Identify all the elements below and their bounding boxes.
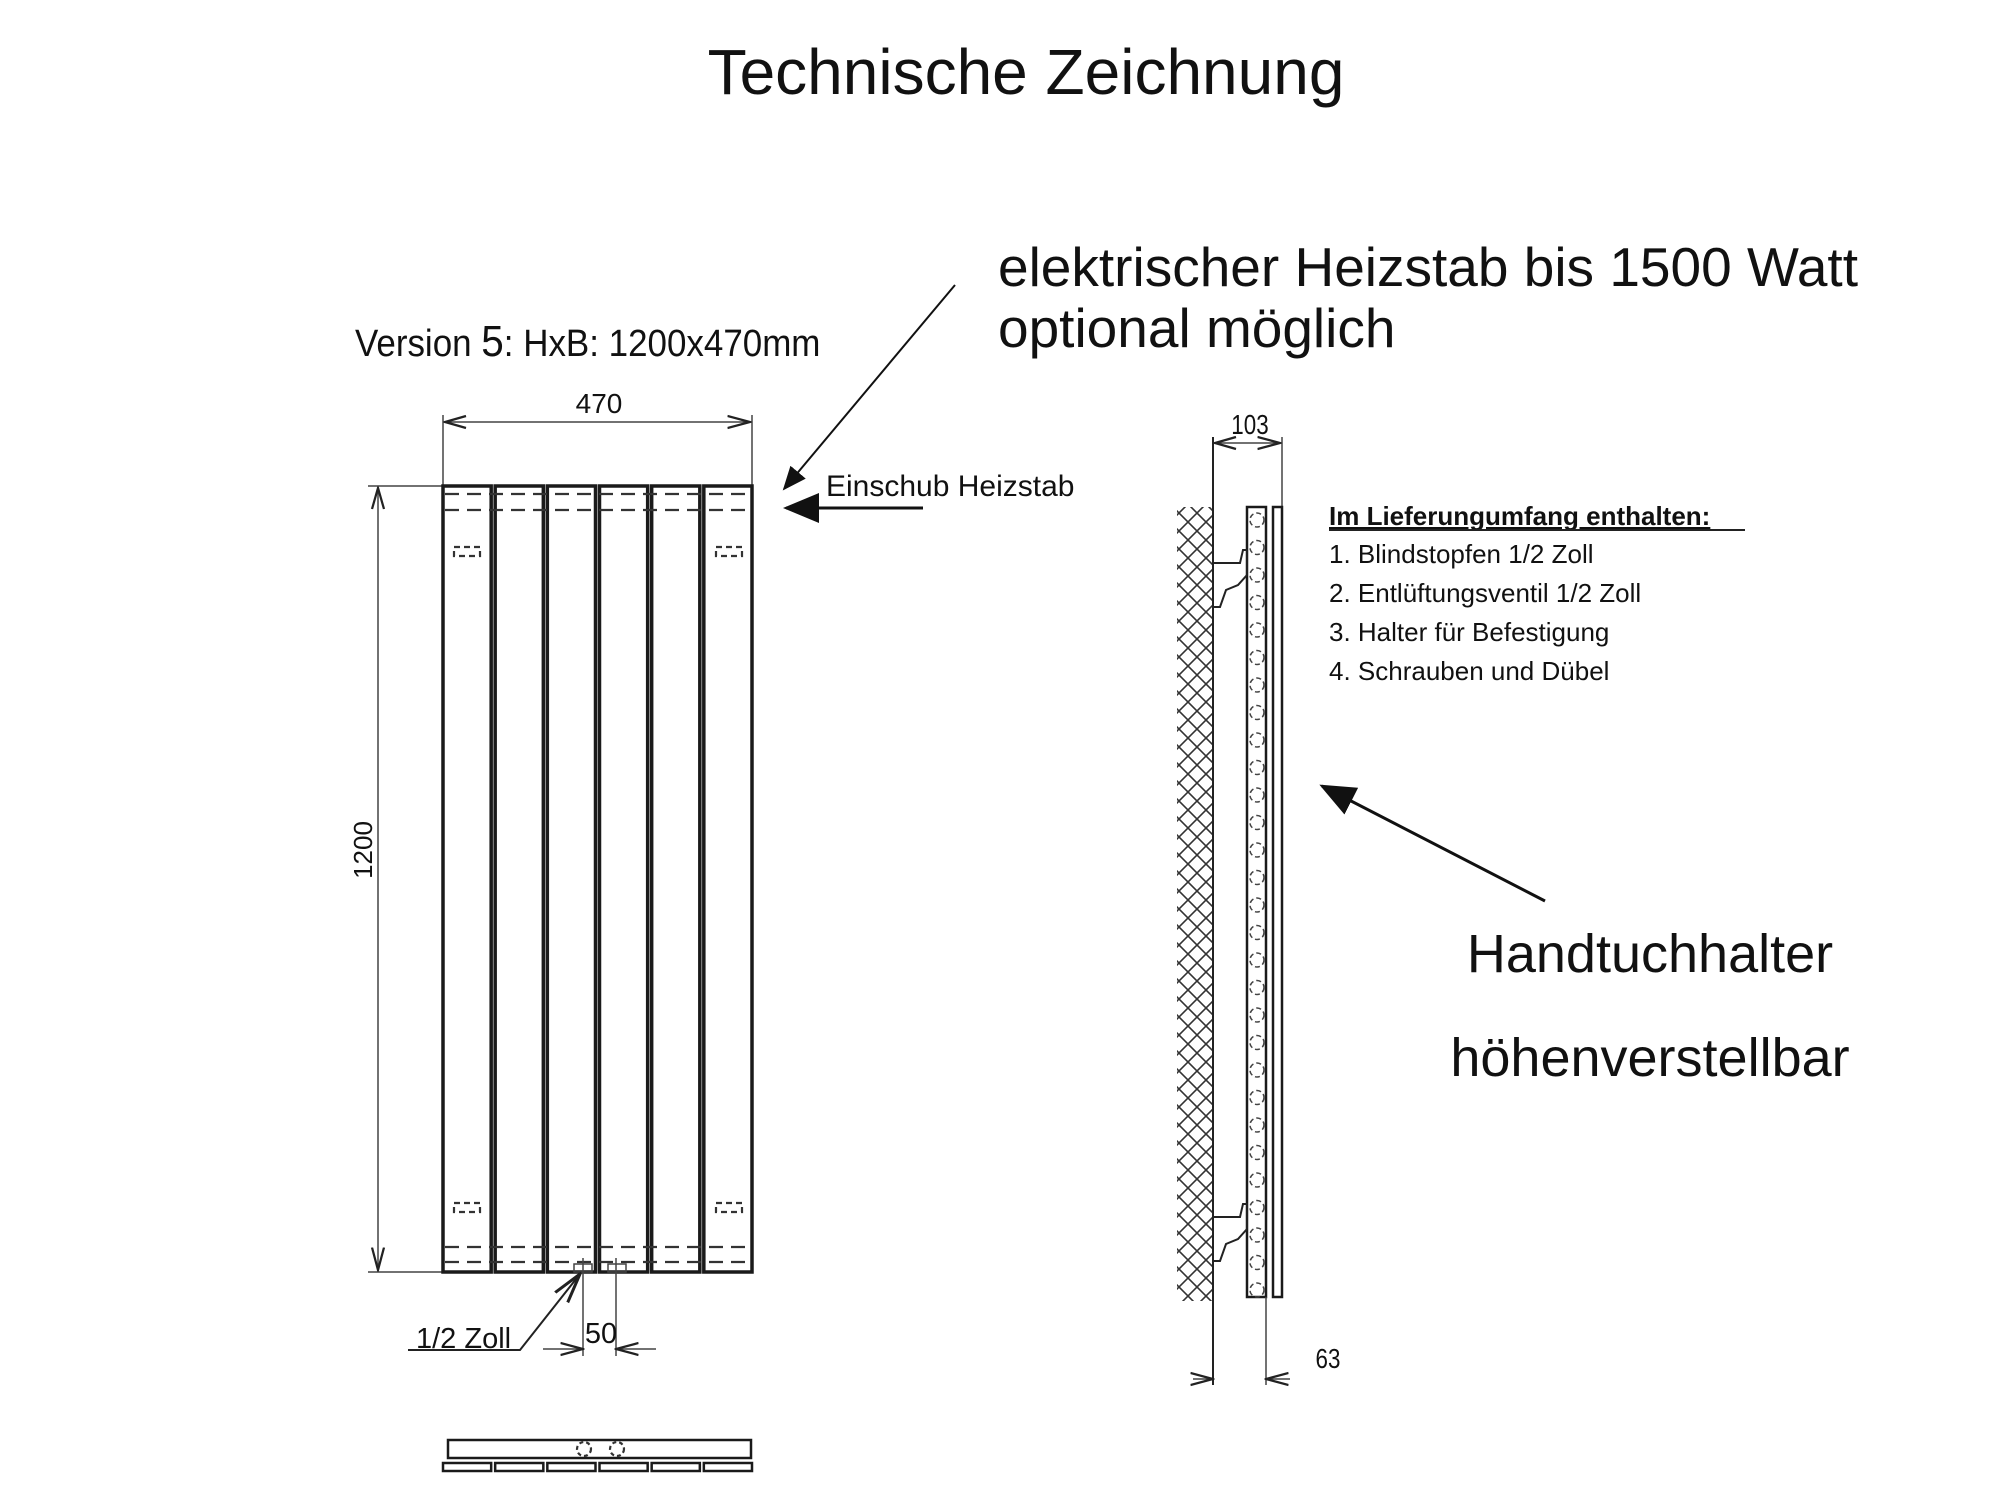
wall-hatching [1177,507,1213,1301]
connection-spacing-label: 50 [584,1318,618,1350]
tube-section [1250,1228,1264,1242]
tube-section [1250,706,1264,720]
tube-section [1250,541,1264,555]
version-prefix: Version [355,321,482,365]
towel-note-line1: Handtuchhalter [1466,924,1834,984]
column-section [495,1463,543,1471]
radiator-column [547,486,595,1272]
delivery-item: 3. Halter für Befestigung [1329,617,1610,647]
page-title: Technische Zeichnung [707,36,1345,108]
side-view [1177,410,1340,1385]
tube-section [1250,843,1264,857]
tube-section [1250,1256,1264,1270]
delivery-item: 2. Entlüftungsventil 1/2 Zoll [1329,578,1642,608]
tube-section [1250,926,1264,940]
tube-section [1250,1063,1264,1077]
front-view [348,285,1074,1356]
tube-section [1250,871,1264,885]
version-label [355,316,820,365]
version-suffix: : HxB: 1200x470mm [503,321,821,365]
width-dimension-label: 470 [575,388,623,419]
delivery-item: 1. Blindstopfen 1/2 Zoll [1329,539,1594,569]
radiator-column [443,486,491,1272]
insert-label: Einschub Heizstab [826,470,1075,503]
radiator-column [652,486,700,1272]
height-dimension-label: 1200 [348,821,378,879]
tube-section [1250,596,1264,610]
delivery-heading: Im Lieferungumfang enthalten: [1329,501,1711,531]
bottom-view [443,1440,752,1471]
heater-note-line1: elektrischer Heizstab bis 1500 Watt [998,236,1858,298]
tube-section [1250,733,1264,747]
tube-section [1250,623,1264,637]
column-section [600,1463,648,1471]
tube-section [1250,816,1264,830]
tube-section [1250,788,1264,802]
radiator-column [495,486,543,1272]
wall-bracket-bottom [1213,1204,1247,1261]
depth-dimension-label: 103 [1231,409,1269,441]
delivery-list [1329,501,1745,686]
tube-section [1250,1173,1264,1187]
column-section [704,1463,752,1471]
tube-section [1250,953,1264,967]
tube-section [1250,513,1264,527]
radiator-columns [443,486,752,1272]
column-section [652,1463,700,1471]
tube-section [1250,1008,1264,1022]
tube-section [1250,898,1264,912]
tube-section [1250,651,1264,665]
tube-section [1250,1036,1264,1050]
tube-section [1250,678,1264,692]
tube-section [1250,761,1264,775]
version-number: 5 [481,316,504,366]
wall-distance-label: 63 [1315,1343,1341,1375]
delivery-item: 4. Schrauben und Dübel [1329,656,1610,686]
towel-holder-arrow [1322,786,1545,901]
heater-note-line2: optional möglich [998,297,1396,359]
tube-section [1250,1201,1264,1215]
radiator-column [704,486,752,1272]
wall-bracket-top [1213,550,1247,607]
towel-note-line2: höhenverstellbar [1450,1028,1850,1088]
tube-section [1250,1283,1264,1297]
connection-label: 1/2 Zoll [416,1323,512,1355]
heater-leader-arrow [784,285,955,489]
tube-section [1250,1091,1264,1105]
tube-section [1250,981,1264,995]
radiator-column [600,486,648,1272]
tube-section [1250,1146,1264,1160]
column-section [547,1463,595,1471]
tube-section [1250,568,1264,582]
tube-section [1250,1118,1264,1132]
column-section [443,1463,491,1471]
